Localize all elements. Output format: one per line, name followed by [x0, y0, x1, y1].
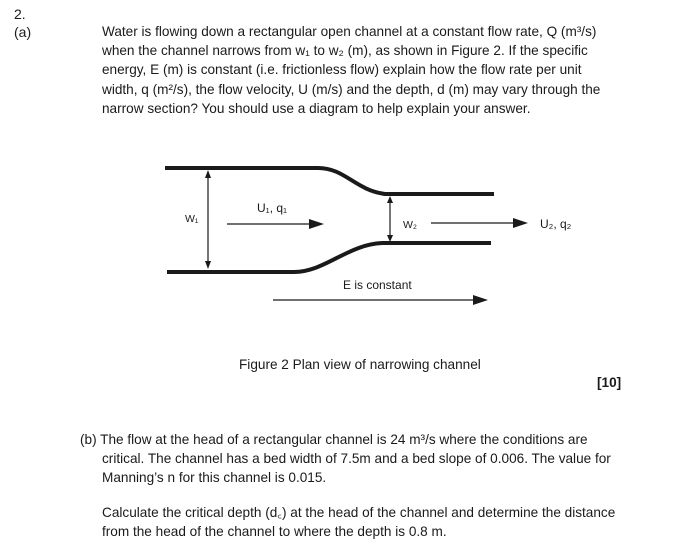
part-a-line-3: energy, E (m) is constant (i.e. frictionless flow) explain how the flow rate per unit [102, 62, 582, 78]
label-w1: W₁ [185, 213, 199, 225]
part-a-label: (a) [14, 24, 32, 40]
part-b-line-2: critical. The channel has a bed width of 7.5m and a bed slope of 0.006. The value for [102, 451, 611, 467]
w2-arrowhead-top [387, 196, 393, 203]
label-u2-q2: U₂, q₂ [540, 217, 572, 231]
part-a-line-1: Water is flowing down a rectangular open channel at a constant flow rate, Q (m³/s) [102, 24, 597, 39]
w1-arrowhead-top [205, 170, 211, 178]
label-u1-q1: U₁, q₁ [257, 201, 288, 215]
part-b-text [80, 430, 632, 488]
part-b-line-3: Manning’s n for this channel is 0.015. [102, 470, 327, 486]
part-a-line-4: width, q (m²/s), the flow velocity, U (m/s) and the depth, d (m) may vary through the [102, 81, 601, 97]
part-a-text [102, 22, 630, 118]
top-channel-wall [167, 168, 492, 194]
marks-label: [10] [597, 375, 622, 390]
energy-arrowhead [473, 295, 488, 305]
w1-arrowhead-bottom [205, 261, 211, 269]
part-b-task-line-1: Calculate the critical depth (d꜀) at the head of the channel and determine the distance [102, 505, 616, 520]
part-b-line-1: (b) The flow at the head of a rectangular channel is 24 m³/s where the conditions are [80, 432, 588, 447]
w2-arrowhead-bottom [387, 235, 393, 242]
bottom-channel-wall [169, 243, 489, 272]
part-b-task-text [102, 503, 632, 541]
label-w2: W₂ [403, 219, 417, 231]
part-a-line-5: narrow section? You should use a diagram to help explain your answer. [102, 100, 531, 116]
question-number: 2. [14, 6, 26, 22]
figure-caption: Figure 2 Plan view of narrowing channel [239, 357, 481, 372]
part-a-line-2: when the channel narrows from w₁ to w₂ (m), as shown in Figure 2. If the specific [102, 43, 588, 59]
u1-flow-arrowhead [309, 219, 324, 229]
label-e-constant: E is constant [343, 278, 412, 292]
u2-flow-arrowhead [513, 218, 528, 228]
part-b-task-line-2: from the head of the channel to where the depth is 0.8 m. [102, 524, 447, 540]
